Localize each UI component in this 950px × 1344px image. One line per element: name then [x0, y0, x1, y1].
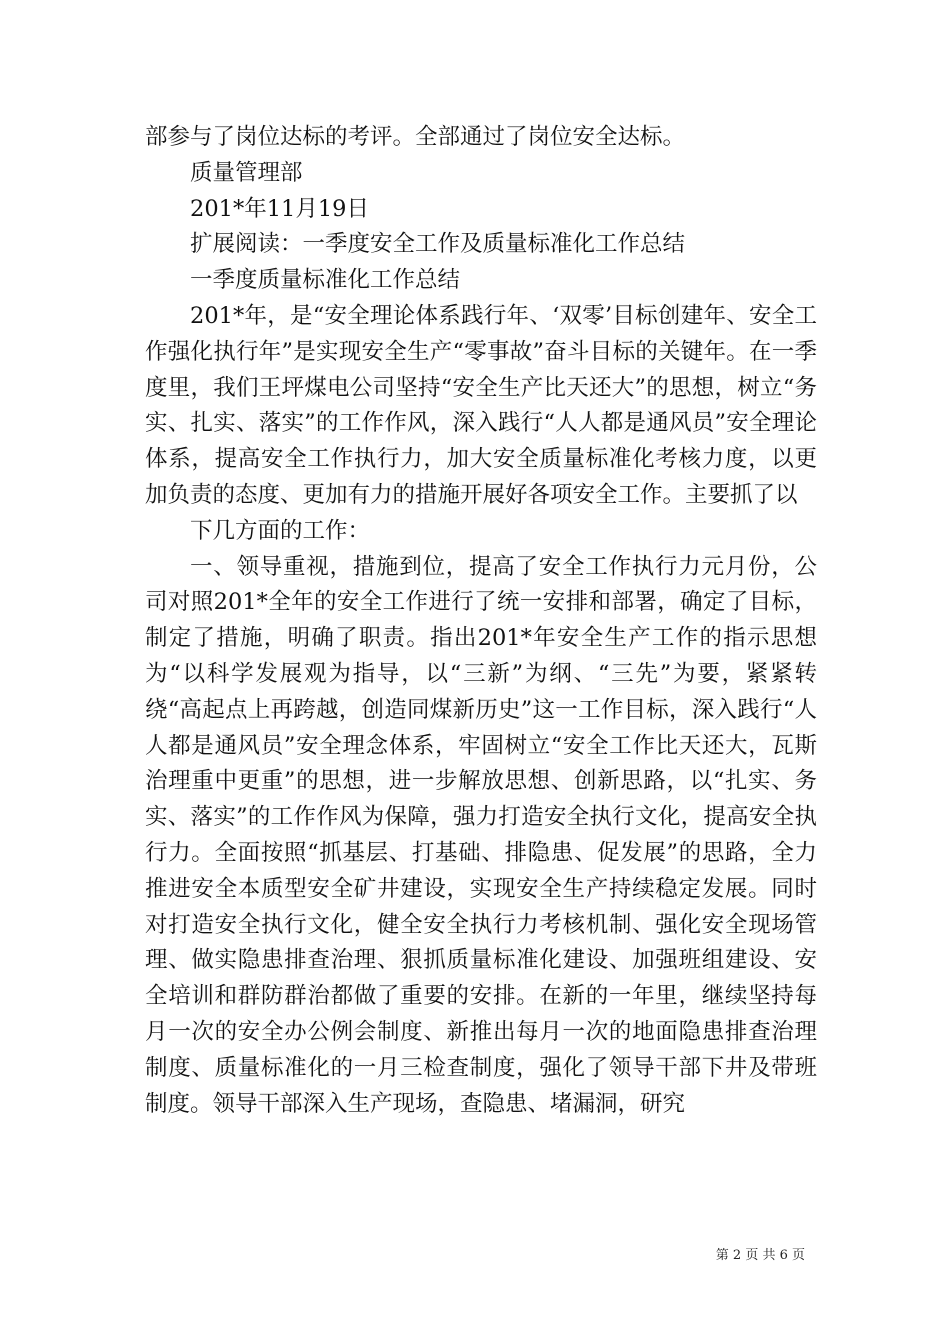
section-heading: 一季度质量标准化工作总结 — [190, 267, 461, 294]
extended-reading-line: 扩展阅读：一季度安全工作及质量标准化工作总结 — [190, 231, 686, 258]
document-body — [145, 120, 817, 1122]
paragraph-continuation: 部参与了岗位达标的考评。全部通过了岗位安全达标。 — [145, 124, 686, 150]
paragraph-lead-in: 下几方面的工作： — [190, 517, 371, 544]
section-one-paragraph: 一、领导重视，措施到位，提高了安全工作执行力元月份，公司对照201*全年的安全工作进行了统一安排和部署，确定了目标，制定了措施，明确了职责。指出201*年安全生产工作的指示思想为“以科学发展观为指导，以“三新”为纲、“三先”为要，紧紧转绕“高起点上再跨越，创造同煤新历史”这一工作目标，深入践行“人人都是通风员”安全理念体系，牢固树立“安全工作比天还大，瓦斯治理重中更重”的思想，进一步解放思想、创新思路，以“扎实、务实、落实”的工作作风为保障，强力打造安全执行文化，提高安全执行力。全面按照“抓基层、打基础、排隐患、促发展”的思路，全力推进安全本质型安全矿井建设，实现安全生产持续稳定发展。同时对打造安全执行文化，健全安全执行力考核机制、强化安全现场管理、做实隐患排查治理、狠抓质量标准化建设、加强班组建设、安全培训和群防群治都做了重要的安排。在新的一年里，继续坚持每月一次的安全办公例会制度、新推出每月一次的地面隐患排查治理制度、质量标准化的一月三检查制度，强化了领导干部下井及带班制度。领导干部深入生产现场，查隐患、堵漏洞，研究 — [145, 553, 817, 1117]
intro-paragraph: 201*年，是“安全理论体系践行年、‘双零’目标创建年、安全工作强化执行年”是实现安全生产“零事故”奋斗目标的关键年。在一季度里，我们王坪煤电公司坚持“安全生产比天还大”的思想，树立“务实、扎实、落实”的工作作风，深入践行“人人都是通风员”安全理论体系，提高安全工作执行力，加大安全质量标准化考核力度，以更加负责的态度、更加有力的措施开展好各项安全工作。主要抓了以 — [145, 302, 817, 508]
document-date: 201*年11月19日 — [190, 195, 369, 222]
page-number-footer: 第 2 页 共 6 页 — [715, 1248, 805, 1263]
department-signature: 质量管理部 — [190, 159, 303, 186]
